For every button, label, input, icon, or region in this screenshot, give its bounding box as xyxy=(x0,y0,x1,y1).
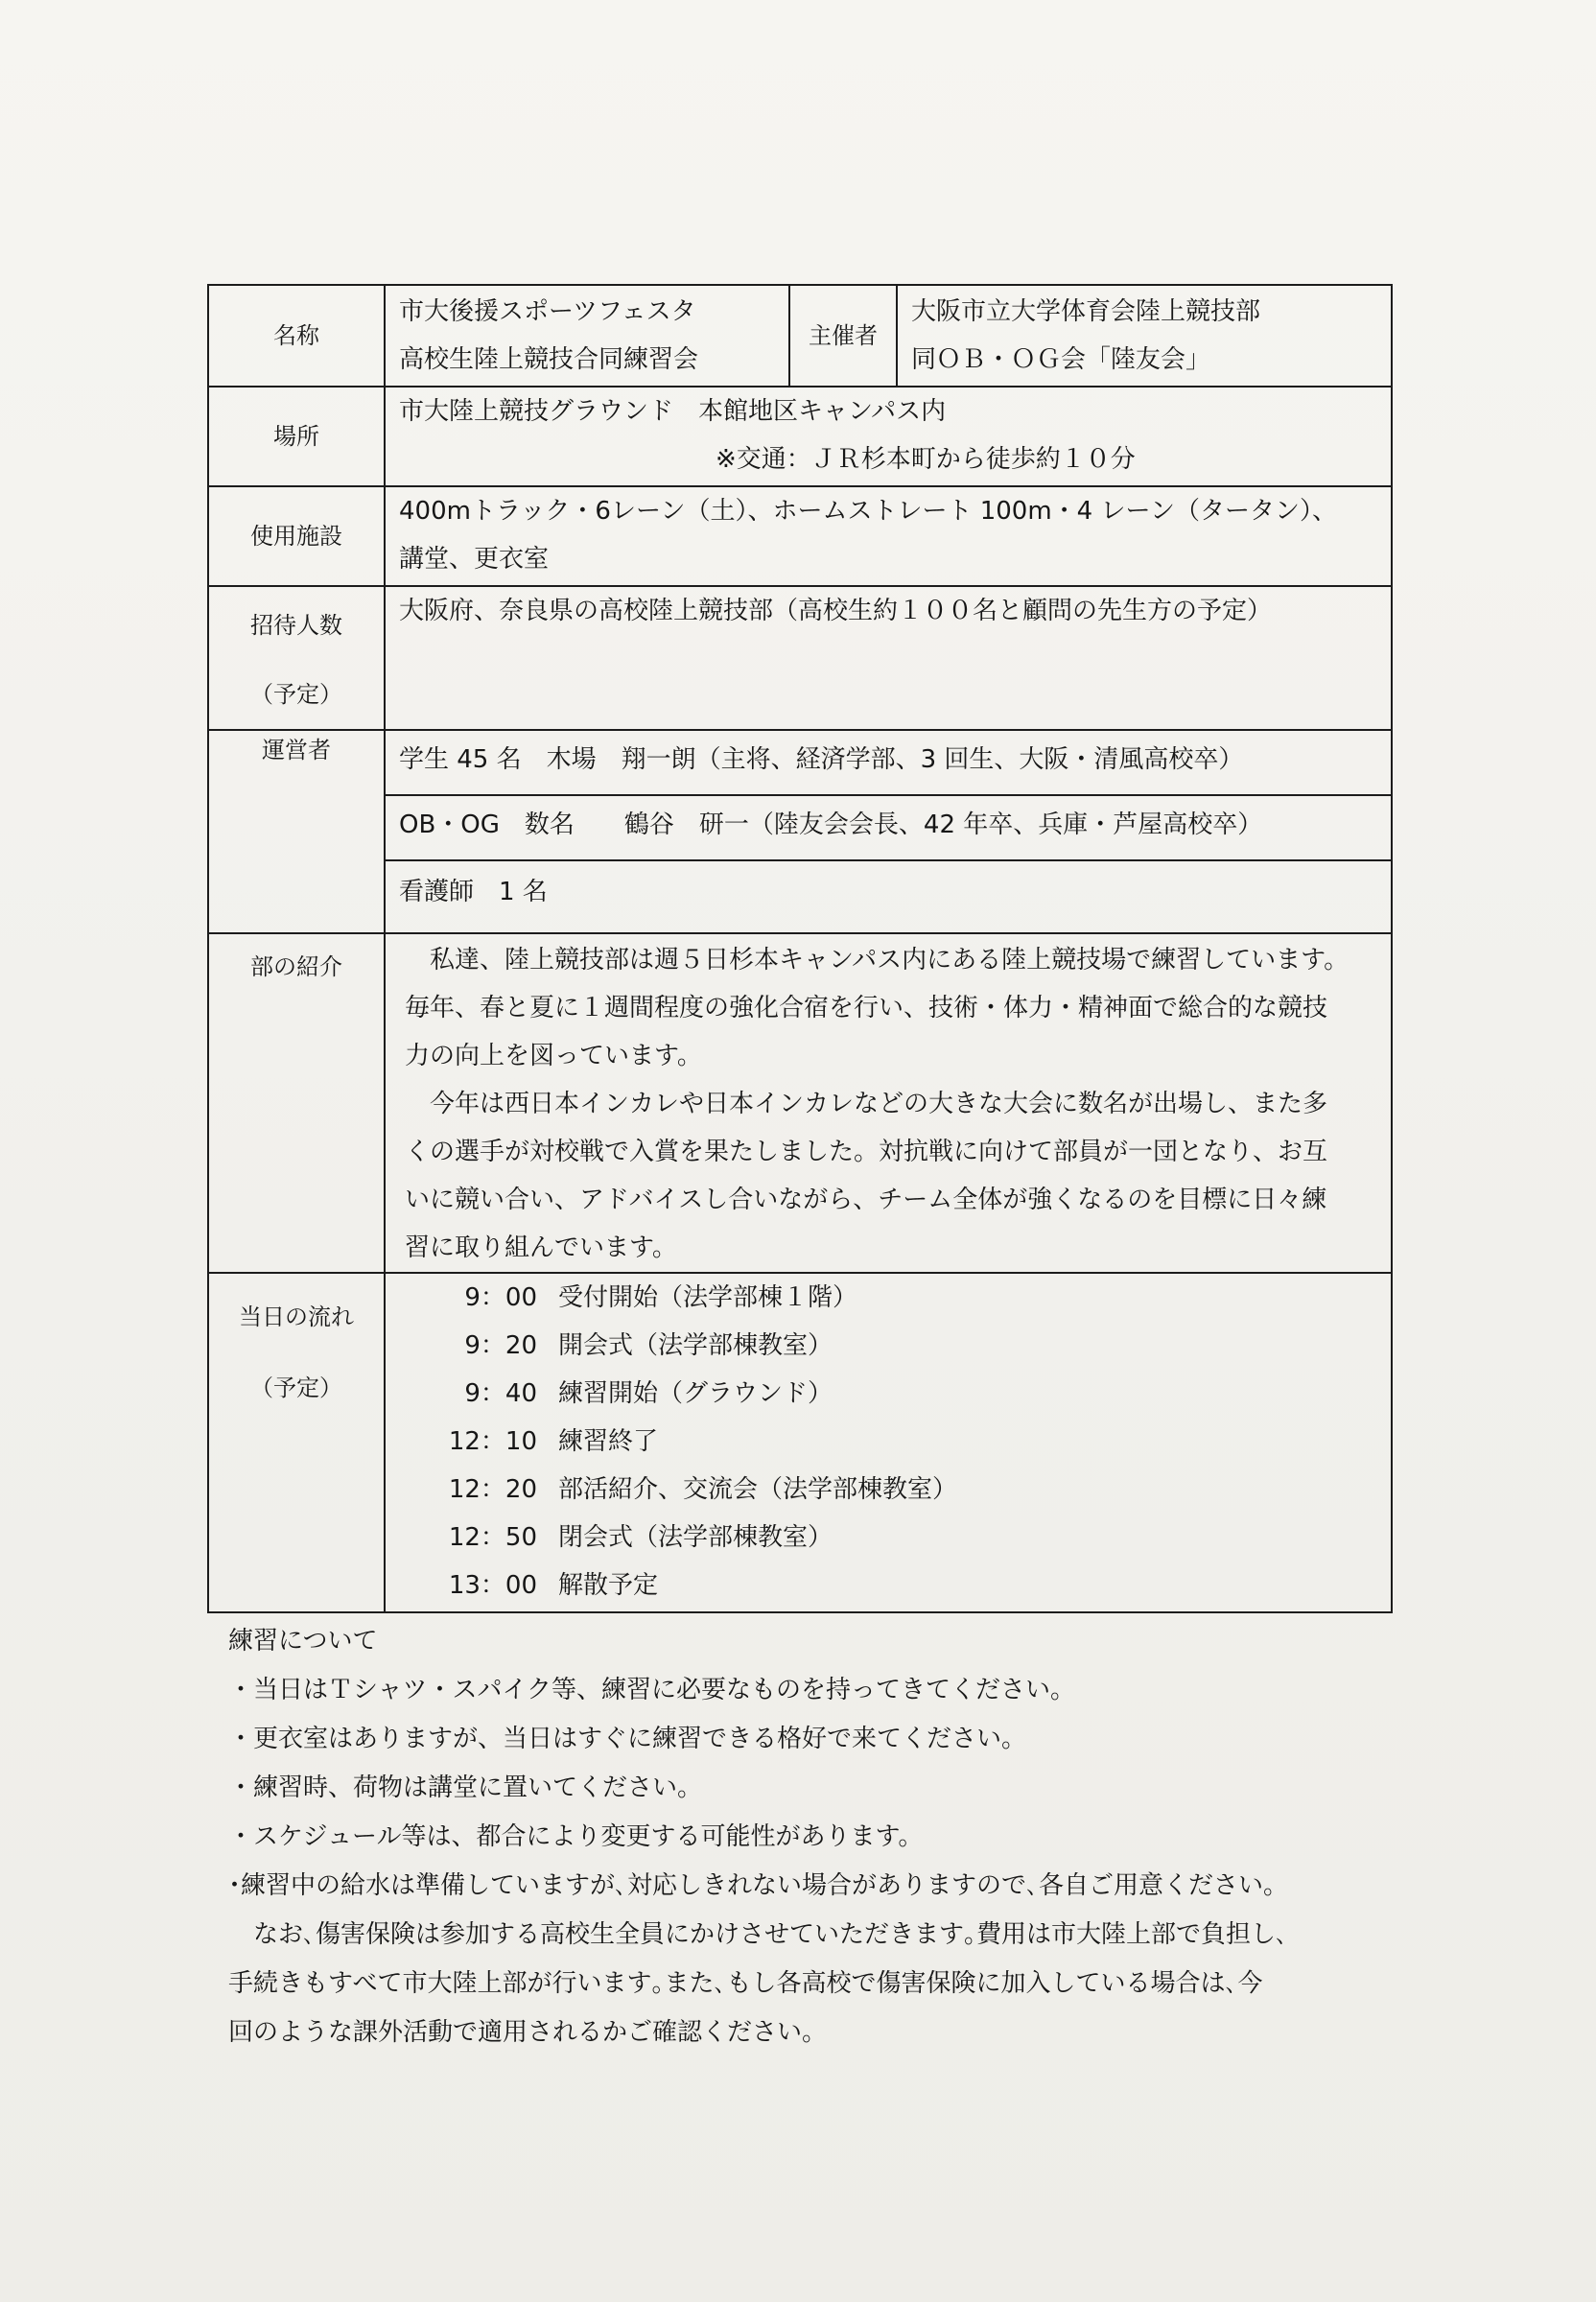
schedule-time: 12：20 xyxy=(448,1475,537,1504)
venue-access: ※交通：ＪＲ杉本町から徒歩約１０分 xyxy=(716,445,1136,474)
schedule-event: 練習終了 xyxy=(558,1427,659,1456)
schedule-time: 9：00 xyxy=(464,1283,537,1312)
facilities-line-2: 講堂、更衣室 xyxy=(399,545,550,574)
operator-student-cell xyxy=(385,730,1392,795)
intro-p1-line-1: 私達、陸上競技部は週５日杉本キャンパス内にある陸上競技場で練習しています。 xyxy=(430,946,1350,975)
schedule-item xyxy=(386,1322,1391,1370)
schedule-item xyxy=(386,1274,1391,1322)
intro-p2-line-1: 今年は西日本インカレや日本インカレなどの大きな大会に数名が出場し、また多 xyxy=(430,1090,1328,1118)
insurance-line-2: 手続きもすべて市大陸上部が行います｡また､もし各高校で傷害保険に加入している場合は､今 xyxy=(228,1969,1263,1998)
note-item: ・更衣室はありますが、当日はすぐに練習できる格好で来てください。 xyxy=(228,1725,1027,1753)
intro-p2-line-2: くの選手が対校戦で入賞を果たしました。対抗戦に向けて部員が一団となり、お互 xyxy=(405,1138,1328,1166)
host-line-1: 大阪市立大学体育会陸上競技部 xyxy=(911,297,1261,326)
row-invitees xyxy=(208,586,1392,730)
notes-heading: 練習について xyxy=(228,1627,378,1656)
operator-obog-cell xyxy=(385,795,1392,860)
facilities-cell xyxy=(385,486,1392,586)
row-operators-1 xyxy=(208,730,1392,795)
label-venue: 場所 xyxy=(208,387,385,486)
insurance-line-1: なお､傷害保険は参加する高校生全員にかけさせていただきます｡費用は市大陸上部で負担し､ xyxy=(253,1920,1289,1949)
label-name: 名称 xyxy=(208,285,385,387)
schedule-event: 練習開始（グラウンド） xyxy=(558,1379,833,1408)
schedule-item xyxy=(386,1370,1391,1418)
label-schedule-line-2: （予定） xyxy=(250,1374,342,1401)
label-schedule-line-1: 当日の流れ xyxy=(239,1304,354,1330)
operator-nurse-cell xyxy=(385,860,1392,933)
event-name-line-2: 高校生陸上競技合同練習会 xyxy=(399,345,699,374)
schedule-time: 12：10 xyxy=(448,1427,537,1456)
operator-obog: OB・OG 数名 鶴谷 研一（陸友会会長、42 年卒、兵庫・芦屋高校卒） xyxy=(399,810,1263,839)
schedule-event: 閉会式（法学部棟教室） xyxy=(558,1523,833,1552)
intro-p2-line-4: 習に取り組んでいます。 xyxy=(405,1233,677,1262)
invitees-text: 大阪府、奈良県の高校陸上競技部（高校生約１００名と顧問の先生方の予定） xyxy=(399,597,1273,625)
host-cell xyxy=(897,285,1392,387)
note-item: ・スケジュール等は、都合により変更する可能性があります。 xyxy=(228,1822,924,1851)
schedule-item xyxy=(386,1466,1391,1514)
schedule-event: 部活紹介、交流会（法学部棟教室） xyxy=(558,1475,958,1504)
label-invitees-line-2: （予定） xyxy=(250,681,342,708)
event-name-line-1: 市大後援スポーツフェスタ xyxy=(399,297,696,326)
intro-p1-line-2: 毎年、春と夏に１週間程度の強化合宿を行い、技術・体力・精神面で総合的な競技 xyxy=(405,994,1328,1022)
row-intro xyxy=(208,933,1392,1273)
insurance-paragraph xyxy=(228,1911,1288,2057)
label-operators: 運営者 xyxy=(208,730,385,933)
schedule-item xyxy=(386,1514,1391,1562)
schedule-time: 9：40 xyxy=(464,1379,537,1408)
schedule-time: 9：20 xyxy=(464,1331,537,1360)
schedule-time: 12：50 xyxy=(448,1523,537,1552)
intro-p1-line-3: 力の向上を図っています。 xyxy=(405,1042,702,1070)
label-schedule xyxy=(208,1273,385,1612)
schedule-cell xyxy=(385,1273,1392,1612)
venue-line-1: 市大陸上競技グラウンド 本館地区キャンパス内 xyxy=(399,397,947,426)
venue-cell xyxy=(385,387,1392,486)
schedule-item xyxy=(386,1562,1391,1609)
note-item: ・練習時、荷物は講堂に置いてください。 xyxy=(228,1773,703,1802)
row-operators-3 xyxy=(208,860,1392,933)
label-invitees-line-1: 招待人数 xyxy=(250,612,342,639)
event-name-cell xyxy=(385,285,789,387)
note-item: ・当日はＴシャツ・スパイク等、練習に必要なものを持ってきてください。 xyxy=(228,1676,1075,1704)
schedule-event: 開会式（法学部棟教室） xyxy=(558,1331,833,1360)
operator-student: 学生 45 名 木場 翔一朗（主将、経済学部、3 回生、大阪・清風高校卒） xyxy=(399,745,1244,774)
host-line-2: 同ＯＢ・ＯＧ会「陸友会」 xyxy=(911,345,1211,374)
label-intro: 部の紹介 xyxy=(208,933,385,1273)
schedule-event: 受付開始（法学部棟１階） xyxy=(558,1283,858,1312)
invitees-cell xyxy=(385,586,1392,730)
row-facilities xyxy=(208,486,1392,586)
schedule-list xyxy=(386,1274,1391,1609)
row-schedule xyxy=(208,1273,1392,1612)
schedule-event: 解散予定 xyxy=(558,1571,659,1600)
practice-notes xyxy=(228,1617,1276,1911)
label-host: 主催者 xyxy=(789,285,897,387)
schedule-time: 13：00 xyxy=(448,1571,537,1600)
row-venue xyxy=(208,387,1392,486)
schedule-item xyxy=(386,1418,1391,1466)
facilities-line-1: 400mトラック・6レーン（土）、ホームストレート 100m・4 レーン（タータン）、 xyxy=(399,497,1337,526)
label-facilities: 使用施設 xyxy=(208,486,385,586)
intro-p2-line-3: いに競い合い、アドバイスし合いながら、チーム全体が強くなるのを目標に日々練 xyxy=(405,1186,1327,1214)
insurance-line-3: 回のような課外活動で適用されるかご確認ください｡ xyxy=(228,2018,815,2047)
intro-cell xyxy=(385,933,1392,1273)
note-item: ･練習中の給水は準備していますが､対応しきれない場合がありますので､各自ご用意ください｡ xyxy=(228,1871,1277,1900)
row-operators-2 xyxy=(208,795,1392,860)
operator-nurse: 看護師 1 名 xyxy=(399,878,548,906)
row-name xyxy=(208,285,1392,387)
label-invitees xyxy=(208,586,385,730)
event-info-table xyxy=(207,284,1393,1613)
